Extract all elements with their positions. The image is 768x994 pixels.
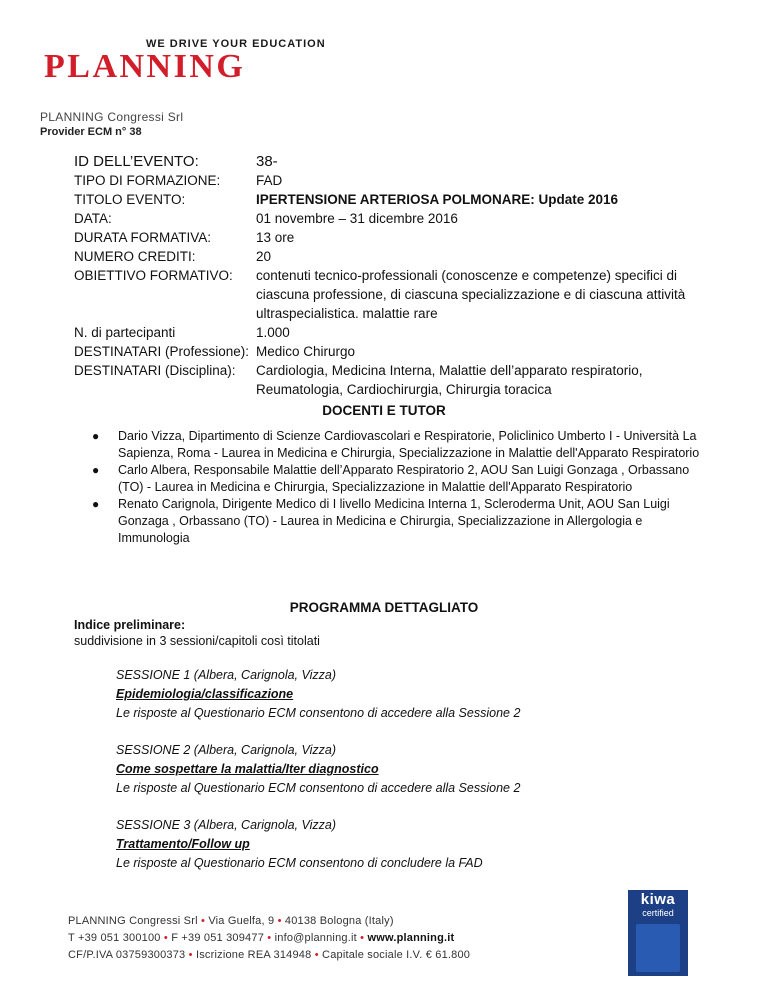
certification-icon: [636, 924, 680, 972]
info-row-durata: [74, 228, 696, 247]
indice-title: Indice preliminare:: [74, 618, 186, 632]
footer-fax: F +39 051 309477: [171, 932, 265, 944]
bullet-icon: ●: [92, 463, 100, 477]
bullet-icon: ●: [92, 497, 100, 511]
list-item: [92, 462, 702, 496]
bullet-icon: •: [163, 932, 168, 944]
info-row-tipo: [74, 171, 696, 190]
info-row-id: [74, 152, 696, 171]
session-title: Trattamento/Follow up: [116, 837, 250, 851]
session-head: SESSIONE 2 (Albera, Carignola, Vizza): [116, 743, 337, 757]
bullet-icon: •: [267, 932, 272, 944]
planning-logo: PLANNING: [44, 48, 246, 85]
info-label: DURATA FORMATIVA:: [74, 230, 212, 245]
footer-website[interactable]: www.planning.it: [367, 932, 455, 944]
bullet-icon: •: [360, 932, 365, 944]
footer-line-1: [68, 913, 470, 930]
bullet-icon: ●: [92, 429, 100, 443]
info-label: DESTINATARI (Disciplina):: [74, 363, 236, 378]
info-value: 1.000: [256, 325, 290, 340]
info-label: TITOLO EVENTO:: [74, 192, 186, 207]
info-value: Medico Chirurgo: [256, 344, 356, 359]
session-note: Le risposte al Questionario ECM consentono di accedere alla Sessione 2: [116, 706, 521, 720]
list-item: [92, 496, 702, 547]
info-row-titolo: [74, 190, 696, 209]
bullet-icon: •: [200, 915, 206, 927]
info-value: 01 novembre – 31 dicembre 2016: [256, 211, 458, 226]
tagline: WE DRIVE YOUR EDUCATION: [146, 38, 326, 50]
info-label: DATA:: [74, 211, 112, 226]
info-row-crediti: [74, 247, 696, 266]
footer-rea: Iscrizione REA 314948: [195, 949, 312, 961]
footer-line-3: [68, 947, 470, 964]
session-note: Le risposte al Questionario ECM consentono di concludere la FAD: [116, 856, 483, 870]
footer-capital: Capitale sociale I.V. € 61.800: [322, 949, 471, 961]
info-value: FAD: [256, 173, 283, 188]
bullet-icon: •: [314, 949, 319, 961]
footer-phone: T +39 051 300100: [68, 932, 161, 944]
info-row-data: [74, 209, 696, 228]
info-label: DESTINATARI (Professione):: [74, 344, 250, 359]
provider-ecm: Provider ECM n° 38: [40, 126, 142, 138]
info-value: 20: [256, 249, 272, 264]
info-label: N. di partecipanti: [74, 325, 176, 340]
session-note: Le risposte al Questionario ECM consentono di accedere alla Sessione 2: [116, 781, 521, 795]
session-block: [116, 741, 520, 798]
info-row-partecipanti: [74, 323, 696, 342]
event-info: [74, 152, 696, 399]
bullet-icon: •: [277, 915, 282, 927]
footer-company: PLANNING Congressi Srl: [68, 915, 198, 927]
session-block: [116, 816, 520, 873]
tutor-list: [92, 428, 702, 547]
badge-brand: kiwa: [640, 891, 676, 908]
session-list: [116, 666, 520, 891]
info-value: contenuti tecnico-professionali (conoscenze e competenze) specifici di ciascuna professione, di ciascuna specializzazione e di ciascuna attività ultraspecialistica. malattie rare: [256, 268, 686, 321]
session-title: Epidemiologia/classificazione: [116, 687, 294, 701]
footer-line-2: [68, 930, 470, 947]
kiwa-certified-badge: [628, 890, 688, 976]
footer-email[interactable]: info@planning.it: [274, 932, 357, 944]
list-item: [92, 428, 702, 462]
info-value: Cardiologia, Medicina Interna, Malattie dell’apparato respiratorio, Reumatologia, Cardiochirurgia, Chirurgia toracica: [256, 363, 643, 397]
info-row-obiettivo: [74, 266, 696, 323]
footer-city: 40138 Bologna (Italy): [284, 915, 394, 927]
programma-heading: PROGRAMMA DETTAGLIATO: [289, 600, 479, 615]
event-title: IPERTENSIONE ARTERIOSA POLMONARE: Update 2016: [256, 192, 619, 207]
footer: [68, 913, 470, 964]
session-title: Come sospettare la malattia/Iter diagnostico: [116, 762, 379, 776]
session-block: [116, 666, 520, 723]
info-row-professione: [74, 342, 696, 361]
footer-vat: CF/P.IVA 03759300373: [68, 949, 186, 961]
tutor-text: Carlo Albera, Responsabile Malattie dell’Apparato Respiratorio 2, AOU San Luigi Gonzaga , Orbassano (TO) - Laurea in Medicina e Chirurgia, Specializzazione in Malattie dell'Apparato Respiratorio: [118, 463, 690, 494]
info-value: 13 ore: [256, 230, 295, 245]
session-head: SESSIONE 1 (Albera, Carignola, Vizza): [116, 668, 337, 682]
bullet-icon: •: [188, 949, 193, 961]
company-name: PLANNING Congressi Srl: [40, 110, 184, 124]
badge-sub: certified: [642, 908, 674, 918]
info-label: TIPO DI FORMAZIONE:: [74, 173, 221, 188]
tutor-text: Dario Vizza, Dipartimento di Scienze Cardiovascolari e Respiratorie, Policlinico Umberto I - Università La Sapienza, Roma - Laurea in Medicina e Chirurgia, Specializzazione in Malattie dell'Apparato Respiratorio: [118, 429, 700, 460]
tutor-text: Renato Carignola, Dirigente Medico di I livello Medicina Interna 1, Scleroderma Unit, AOU San Luigi Gonzaga , Orbassano (TO) - Laurea in Medicina e Chirurgia, Specializzazione in Allergologia e Immunologia: [118, 497, 670, 545]
indice-subtitle: suddivisione in 3 sessioni/capitoli così titolati: [74, 634, 320, 648]
info-value: 38-: [256, 153, 278, 170]
info-label: OBIETTIVO FORMATIVO:: [74, 268, 233, 283]
info-label: ID DELL’EVENTO:: [74, 153, 199, 170]
info-label: NUMERO CREDITI:: [74, 249, 196, 264]
docenti-heading: DOCENTI E TUTOR: [322, 403, 446, 418]
info-row-disciplina: [74, 361, 696, 399]
footer-address: Via Guelfa, 9: [208, 915, 275, 927]
session-head: SESSIONE 3 (Albera, Carignola, Vizza): [116, 818, 337, 832]
